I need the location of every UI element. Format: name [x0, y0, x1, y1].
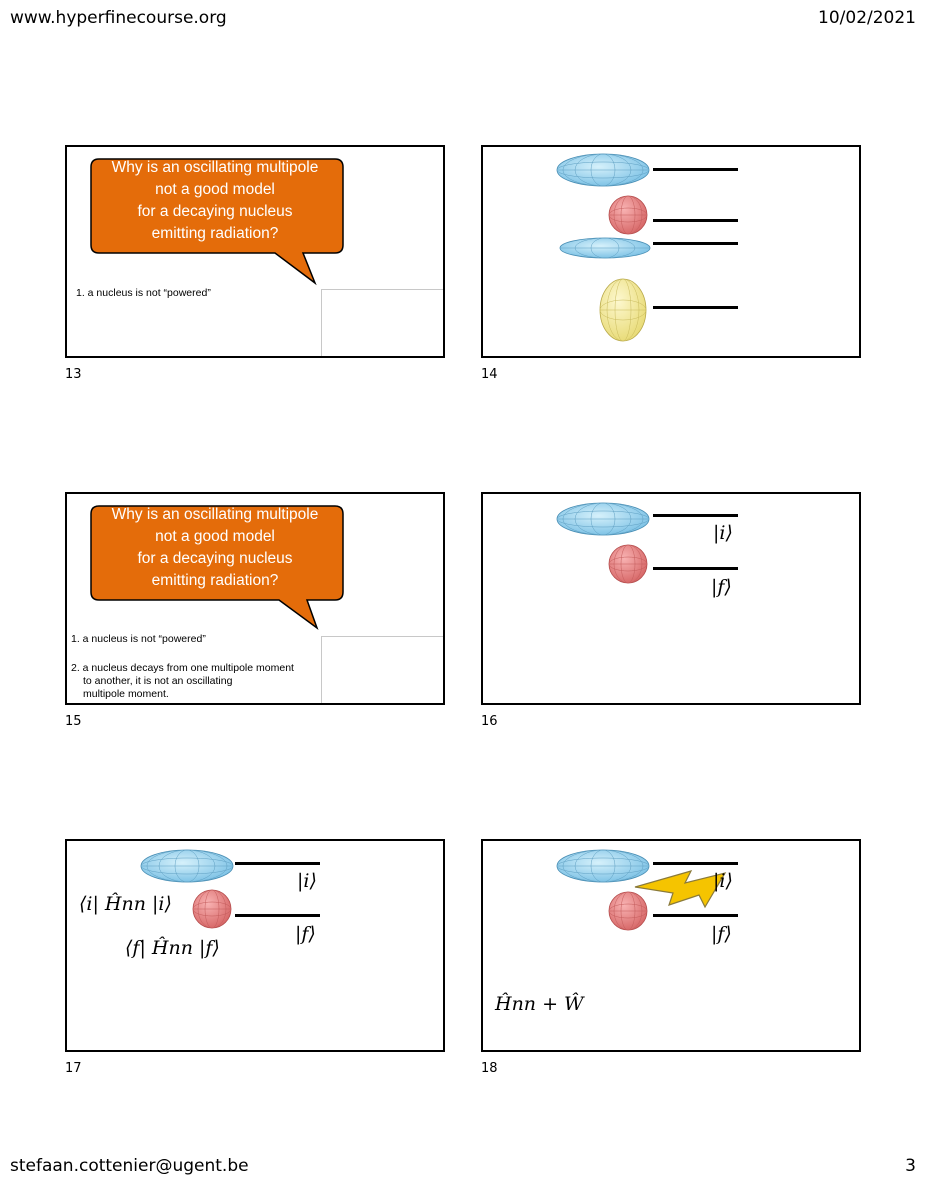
placeholder-box	[321, 289, 445, 358]
placeholder-box	[321, 636, 445, 705]
energy-level-i	[235, 862, 320, 865]
ket-f: |f⟩	[711, 923, 732, 945]
slide-14	[481, 145, 861, 358]
energy-level-f	[235, 914, 320, 917]
spherical-nucleus	[189, 889, 235, 929]
slide-15	[65, 492, 445, 705]
note-not-powered: 1. a nucleus is not “powered”	[71, 633, 206, 645]
energy-level-i	[653, 514, 738, 517]
slide-17	[65, 839, 445, 1052]
bubble-text: Why is an oscillating multipole not a good model for a decaying nucleus emitting radiation?	[111, 159, 319, 242]
slide-number: 18	[481, 1061, 498, 1076]
energy-level	[653, 242, 738, 245]
energy-level-i	[653, 862, 738, 865]
note-decays: 2. a nucleus decays from one multipole moment to another, it is not an oscillating multipole moment.	[71, 662, 294, 700]
oblate-nucleus	[137, 846, 237, 886]
prolate-nucleus	[597, 277, 649, 343]
header-url: www.hyperfinecourse.org	[10, 8, 227, 28]
hamiltonian-expression: Ĥnn + Ŵ	[495, 993, 584, 1015]
matrix-element-i: ⟨i| Ĥnn |i⟩	[79, 893, 172, 915]
footer-email: stefaan.cottenier@ugent.be	[10, 1156, 249, 1176]
slide-number: 17	[65, 1061, 82, 1076]
spherical-nucleus	[605, 544, 651, 584]
slide-13	[65, 145, 445, 358]
bubble-text: Why is an oscillating multipole not a good model for a decaying nucleus emitting radiation?	[111, 506, 319, 589]
oblate-nucleus-thin	[557, 235, 653, 261]
energy-level-f	[653, 914, 738, 917]
slide-number: 13	[65, 367, 82, 382]
energy-level	[653, 219, 738, 222]
slide-16	[481, 492, 861, 705]
oblate-nucleus-large	[553, 150, 653, 190]
slide-18	[481, 839, 861, 1052]
matrix-element-f: ⟨f| Ĥnn |f⟩	[125, 937, 220, 959]
ket-f: |f⟩	[711, 576, 732, 598]
spherical-nucleus	[605, 195, 651, 235]
note-not-powered: 1. a nucleus is not “powered”	[76, 287, 211, 299]
ket-i: |i⟩	[713, 522, 733, 544]
ket-i: |i⟩	[297, 870, 317, 892]
energy-level	[653, 168, 738, 171]
slide-number: 15	[65, 714, 82, 729]
header-date: 10/02/2021	[818, 8, 916, 28]
slide-number: 16	[481, 714, 498, 729]
slide-number: 14	[481, 367, 498, 382]
ket-i: |i⟩	[713, 870, 733, 892]
energy-level-f	[653, 567, 738, 570]
footer-page-number: 3	[905, 1156, 916, 1176]
energy-level	[653, 306, 738, 309]
ket-f: |f⟩	[295, 923, 316, 945]
oblate-nucleus	[553, 499, 653, 539]
